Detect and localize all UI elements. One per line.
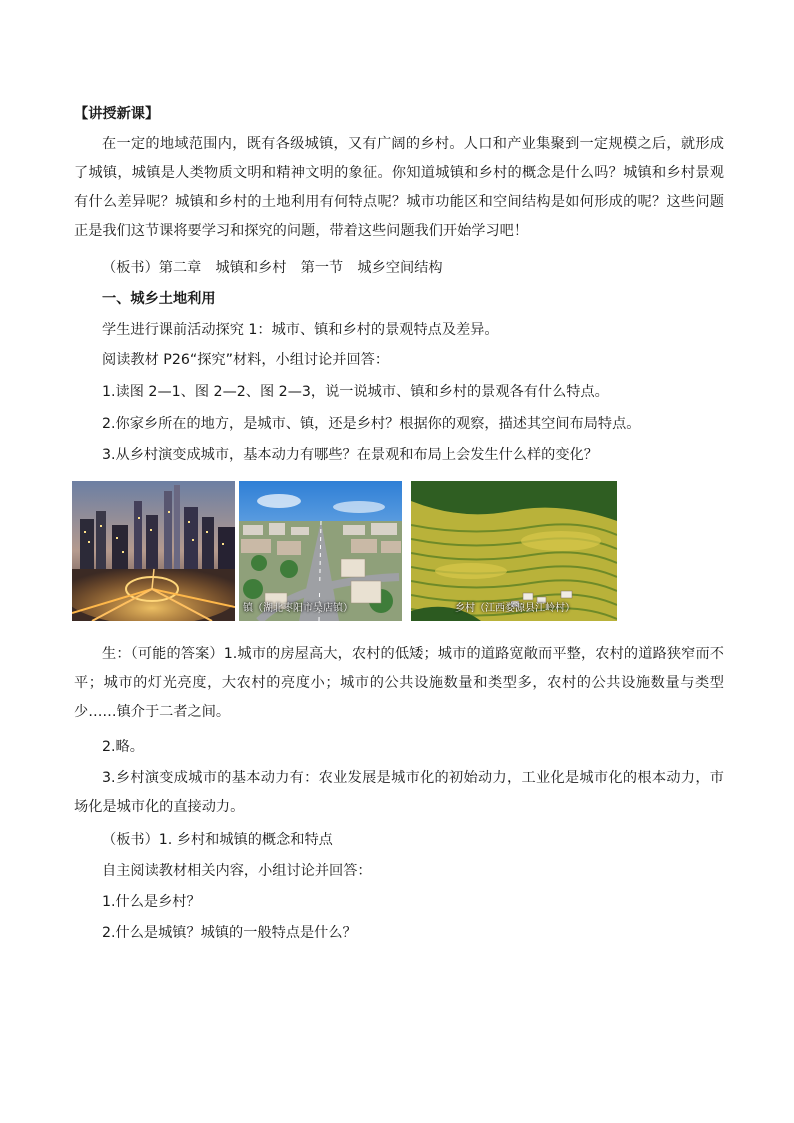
village-photo-caption: 乡村（江西婺源县江岭村） bbox=[455, 603, 575, 614]
section-heading-land-use: 一、城乡土地利用 bbox=[102, 291, 216, 307]
question-2: 2.你家乡所在的地方，是城市、镇，还是乡村？根据你的观察，描述其空间布局特点。 bbox=[102, 416, 641, 432]
terrace-village-photo bbox=[411, 481, 617, 621]
board-note-chapter: （板书）第二章 城镇和乡村 第一节 城乡空间结构 bbox=[102, 260, 443, 276]
answer-1: 生：（可能的答案）1.城市的房屋高大，农村的低矮；城市的道路宽敞而平整，农村的道路狭窄而不平；城市的灯光亮度，大农村的亮度小；城市的公共设施数量和类型多，农村的公共设施数量与类型少……镇介于二者之间。 bbox=[74, 646, 724, 720]
self-reading-instruction: 自主阅读教材相关内容，小组讨论并回答： bbox=[102, 863, 372, 879]
question-3: 3.从乡村演变成城市，基本动力有哪些？在景观和布局上会发生什么样的变化？ bbox=[102, 447, 598, 463]
intro-paragraph: 在一定的地域范围内，既有各级城镇，又有广阔的乡村。人口和产业集聚到一定规模之后，就形成了城镇，城镇是人类物质文明和精神文明的象征。你知道城镇和乡村的概念是什么吗？城镇和乡村景观有什么差异呢？城镇和乡村的土地利用有何特点呢？城市功能区和空间结构是如何形成的呢？这些问题正是我们这节课将要学习和探究的问题，带着这些问题我们开始学习吧！ bbox=[74, 136, 724, 239]
reading-instruction: 阅读教材 P26“探究”材料，小组讨论并回答： bbox=[102, 352, 390, 368]
city-night-photo bbox=[72, 481, 235, 621]
question-village: 1.什么是乡村？ bbox=[102, 894, 201, 910]
answer-3: 3.乡村演变成城市的基本动力有：农业发展是城市化的初始动力，工业化是城市化的根本动力，市场化是城市化的直接动力。 bbox=[74, 770, 724, 815]
question-1: 1.读图 2—1、图 2—2、图 2—3，说一说城市、镇和乡村的景观各有什么特点。 bbox=[102, 384, 609, 400]
question-town: 2.什么是城镇？城镇的一般特点是什么？ bbox=[102, 925, 357, 941]
lesson-heading: 【讲授新课】 bbox=[74, 106, 160, 122]
answer-2: 2.略。 bbox=[102, 739, 144, 755]
activity-intro: 学生进行课前活动探究 1：城市、镇和乡村的景观特点及差异。 bbox=[102, 322, 499, 338]
board-note-concepts: （板书）1. 乡村和城镇的概念和特点 bbox=[102, 832, 333, 848]
town-photo-caption: 镇（湖北枣阳市吴店镇） bbox=[243, 603, 353, 614]
town-photo bbox=[239, 481, 402, 621]
